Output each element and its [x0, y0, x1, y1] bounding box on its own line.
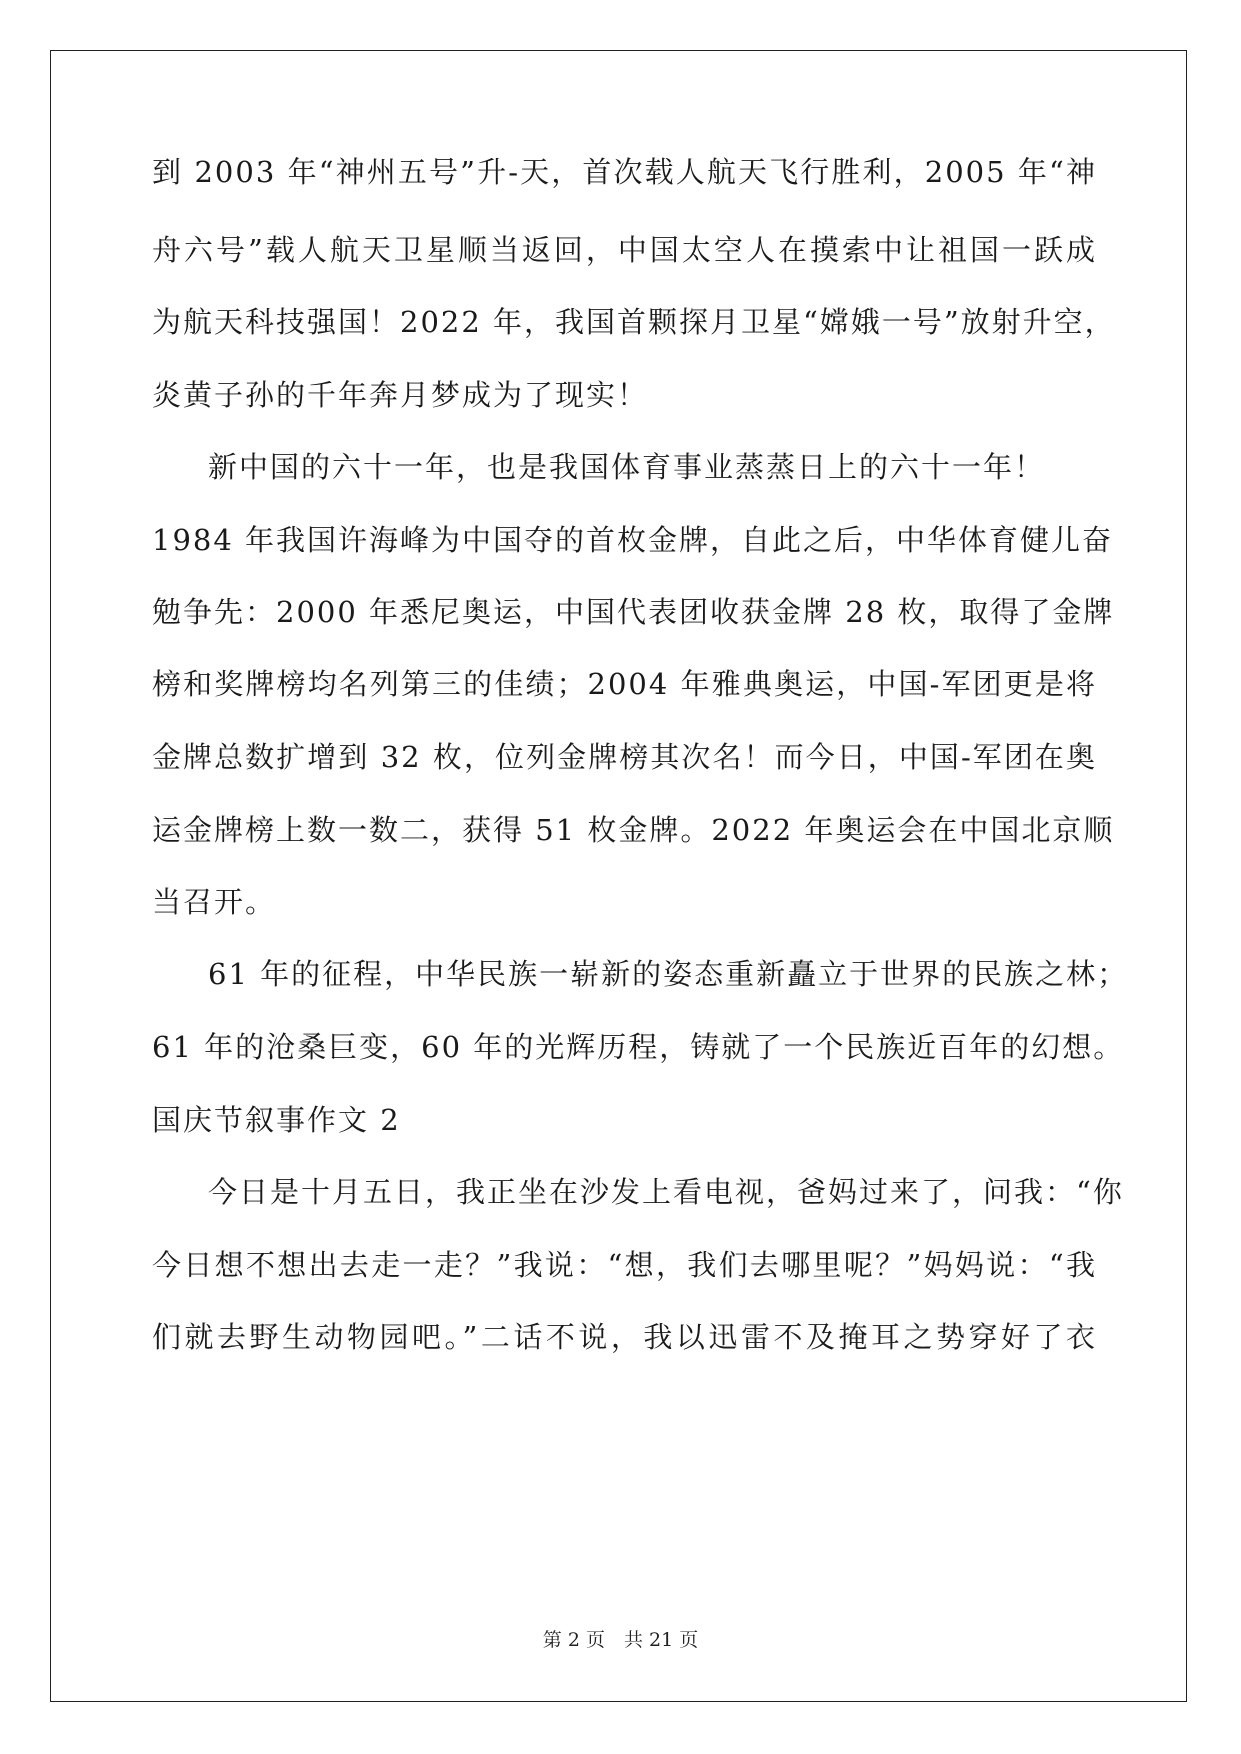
- text-line: 运金牌榜上数一数二，获得 51 枚金牌。2022 年奥运会在中国北京顺: [152, 813, 1115, 847]
- text-line: 新中国的六十一年，也是我国体育事业蒸蒸日上的六十一年！: [208, 450, 1046, 484]
- text-line: 当召开。: [152, 885, 277, 919]
- text-line: 炎黄子孙的千年奔月梦成为了现实！: [152, 378, 649, 412]
- text-line: 榜和奖牌榜均名列第三的佳绩；2004 年雅典奥运，中国-军团更是将: [152, 667, 1097, 701]
- page-border: [50, 50, 1187, 1702]
- text-line: 金牌总数扩增到 32 枚，位列金牌榜其次名！而今日，中国-军团在奥: [152, 740, 1097, 774]
- text-line: 勉争先：2000 年悉尼奥运，中国代表团收获金牌 28 枚，取得了金牌: [152, 595, 1115, 629]
- text-line: 今日想不想出去走一走？”我说：“想，我们去哪里呢？”妈妈说：“我: [152, 1248, 1097, 1282]
- text-line: 为航天科技强国！2022 年，我国首颗探月卫星“嫦娥一号”放射升空，: [152, 305, 1116, 339]
- text-line: 1984 年我国许海峰为中国夺的首枚金牌，自此之后，中华体育健儿奋: [152, 523, 1114, 557]
- page-number-footer: 第 2 页 共 21 页: [542, 1629, 699, 1651]
- text-line: 61 年的征程，中华民族一崭新的姿态重新矗立于世界的民族之林；: [208, 957, 1129, 991]
- text-line: 到 2003 年“神州五号”升-天，首次载人航天飞行胜利，2005 年“神: [152, 155, 1097, 189]
- text-line: 61 年的沧桑巨变，60 年的光辉历程，铸就了一个民族近百年的幻想。: [152, 1030, 1125, 1064]
- text-line: 们就去野生动物园吧。”二话不说，我以迅雷不及掩耳之势穿好了衣: [152, 1320, 1097, 1354]
- section-heading: 国庆节叙事作文 2: [152, 1103, 401, 1137]
- text-line: 今日是十月五日，我正坐在沙发上看电视，爸妈过来了，问我：“你: [208, 1175, 1124, 1209]
- text-line: 舟六号”载人航天卫星顺当返回，中国太空人在摸索中让祖国一跃成: [152, 233, 1097, 267]
